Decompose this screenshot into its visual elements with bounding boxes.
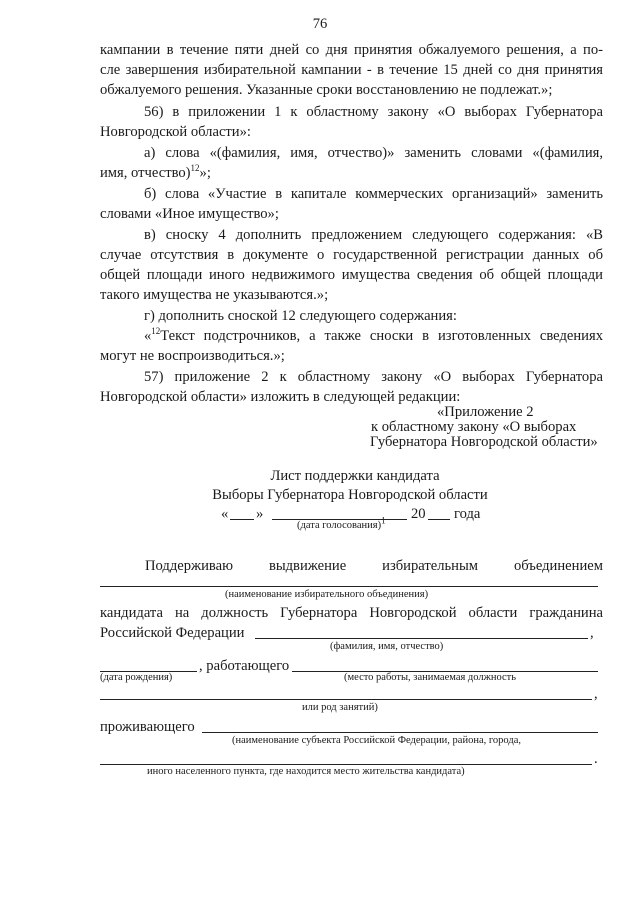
support-word: избирательным — [382, 558, 479, 574]
candidate-line: кандидата на должность Губернатора Новгородской области гражданина — [100, 605, 603, 621]
appendix-line: Губернатора Новгородской области» — [370, 434, 598, 450]
support-word: выдвижение — [268, 558, 347, 574]
locality-line — [100, 764, 592, 765]
paragraph-text: »; — [199, 165, 211, 181]
quote-text: Текст подстрочников, а также сноски в изготовленных сведениях — [160, 328, 603, 344]
fio-comma: , — [590, 625, 594, 641]
footnote-mark: 12 — [151, 326, 161, 337]
quote-mark: « — [144, 328, 152, 344]
paragraph-line — [100, 163, 211, 183]
paragraph-line: б) слова «Участие в капитале коммерческих организаций» заменить — [144, 186, 603, 202]
paragraph-line: Новгородской области»: — [100, 124, 251, 140]
date-year-prefix: 20 — [411, 506, 426, 522]
paragraph-line — [144, 326, 603, 346]
paragraph-line: случае отсутствия в документе о государственной регистрации данных об — [100, 247, 603, 263]
paragraph-line: Новгородской области» изложить в следующей редакции: — [100, 389, 461, 405]
footnote-mark: 12 — [190, 163, 200, 174]
support-word: Поддерживаю — [145, 558, 234, 574]
support-word: объединением — [513, 558, 603, 574]
appendix-title: «Приложение 2 — [437, 404, 534, 420]
workplace-caption: (место работы, занимаемая должность — [344, 672, 517, 683]
form-subtitle: Выборы Губернатора Новгородской области — [212, 487, 488, 503]
paragraph-line: 56) в приложении 1 к областному закону «О выборах Губернатора — [144, 104, 603, 120]
paragraph-line: г) дополнить сноской 12 следующего содержания: — [144, 308, 457, 324]
paragraph-line: в) сноску 4 дополнить предложением следующего содержания: «В — [144, 227, 603, 243]
paragraph-line: а) слова «(фамилия, имя, отчество)» заменить словами «(фамилия, — [144, 145, 603, 161]
paragraph-line: словами «Иное имущество»; — [100, 206, 279, 222]
quote-open — [144, 326, 160, 346]
support-line — [145, 556, 603, 576]
fio-caption: (фамилия, имя, отчество) — [330, 641, 444, 652]
fio-line — [255, 638, 588, 639]
paragraph-line: сле завершения избирательной кампании - в течение 15 дней со дня принятия — [100, 62, 603, 78]
rf-label: Российской Федерации — [100, 625, 245, 641]
date-year-blank — [428, 519, 450, 520]
association-caption: (наименование избирательного объединения) — [225, 589, 429, 600]
date-caption — [297, 515, 386, 532]
birth-caption: (дата рождения) — [100, 672, 173, 683]
footnote-mark: 1 — [381, 515, 386, 526]
paragraph-line: общей площади иного недвижимого имущества сведения об общей площади — [100, 267, 603, 283]
paragraph-text: имя, отчество) — [100, 165, 191, 181]
page-number: 76 — [312, 16, 328, 32]
living-label: проживающего — [100, 719, 195, 735]
association-name-line — [100, 586, 598, 587]
occupation-line — [100, 699, 592, 700]
appendix-line: к областному закону «О выборах — [371, 419, 577, 435]
date-year-suffix: года — [454, 506, 481, 522]
paragraph-line: 57) приложение 2 к областному закону «О выборах Губернатора — [144, 369, 603, 385]
paragraph-line: могут не воспроизводиться.»; — [100, 348, 285, 364]
working-label: , работающего — [199, 658, 290, 674]
locality-period: . — [594, 751, 598, 767]
occupation-caption: или род занятий) — [302, 702, 378, 713]
paragraph-line: обжалуемого решения. Указанные сроки восстановлению не подлежат.»; — [100, 82, 553, 98]
date-close-quote: » — [256, 506, 264, 522]
occupation-comma: , — [594, 686, 598, 702]
locality-caption: иного населенного пункта, где находится место жительства кандидата) — [147, 766, 465, 777]
form-title: Лист поддержки кандидата — [270, 468, 440, 484]
region-line — [202, 732, 598, 733]
paragraph-line: кампании в течение пяти дней со дня принятия обжалуемого решения, а по- — [100, 42, 603, 58]
paragraph-line: такого имущества не указываются.»; — [100, 287, 329, 303]
date-open-quote: « — [221, 506, 229, 522]
date-caption-text: (дата голосования) — [297, 520, 382, 531]
date-day-blank — [230, 519, 254, 520]
region-caption: (наименование субъекта Российской Федерации, района, города, — [232, 735, 521, 746]
